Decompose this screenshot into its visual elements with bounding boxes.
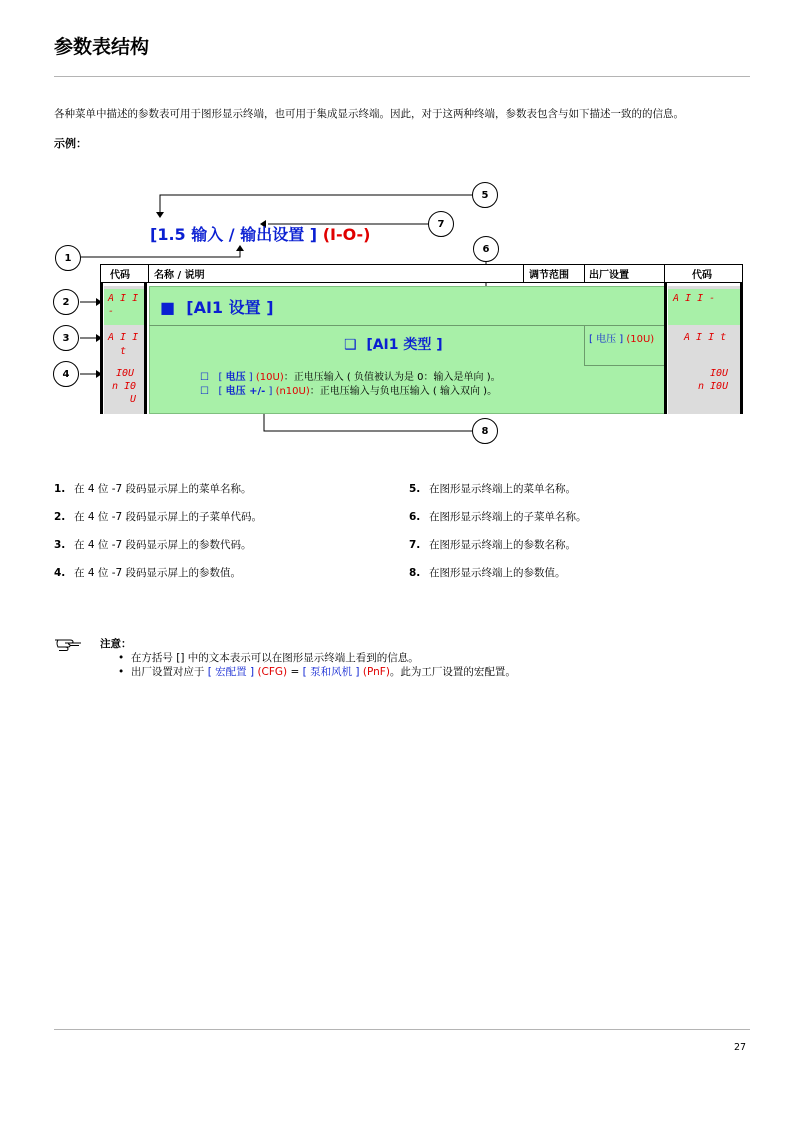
legend-num: 3. xyxy=(54,539,66,551)
legend-item xyxy=(409,537,576,552)
seg-menu-code-left-1: A I I xyxy=(108,293,139,304)
header-code: 代码 xyxy=(110,270,130,281)
factory-cell-bottom xyxy=(584,365,665,366)
seg-value-code-left-3: U xyxy=(130,394,137,405)
legend-text: 在图形显示终端上的参数值。 xyxy=(429,567,566,579)
param-label xyxy=(344,334,443,354)
pump-bracket: [ 泵和风机 ] xyxy=(302,666,360,678)
note-text: 出厂设置对应于 xyxy=(130,666,205,678)
intro-paragraph: 各种菜单中描述的参数表可用于图形显示终端，也可用于集成显示终端。因此，对于这两种终端，参数表包含与如下描述一致的的信息。 xyxy=(54,108,684,120)
note-text: 。此为工厂设置的宏配置。 xyxy=(389,666,516,678)
callout-6: 6 xyxy=(473,236,499,262)
legend-item xyxy=(54,537,252,552)
option-checkbox-icon: ☐ xyxy=(200,386,209,397)
option-bracket: [ xyxy=(218,386,223,397)
header-separator xyxy=(584,264,585,283)
page-title: 参数表结构 xyxy=(54,36,150,58)
seg-param-code-left-2: t xyxy=(120,346,127,357)
option-code: (n10U) xyxy=(275,386,310,397)
value-option xyxy=(200,368,501,383)
callout-7: 7 xyxy=(428,211,454,237)
right-border xyxy=(740,283,743,414)
left-code-border xyxy=(144,283,147,414)
right-code-border xyxy=(664,283,667,414)
square-bullet-icon: ■ xyxy=(160,298,176,317)
bullet-icon: • xyxy=(118,652,125,664)
option-code: (10U) xyxy=(255,372,284,383)
header-name: 名称 / 说明 xyxy=(154,270,205,281)
legend-text: 在 4 位 -7 段码显示屏上的参数代码。 xyxy=(74,539,252,551)
pointing-hand-icon xyxy=(54,634,84,652)
header-code-right: 代码 xyxy=(692,270,712,281)
seg-menu-code-left-2: - xyxy=(108,306,115,317)
header-separator xyxy=(148,264,149,283)
menu-title-bracket: [1.5 输入 / 输出设置 ] xyxy=(150,225,318,244)
pump-code: (PnF) xyxy=(362,666,390,678)
seg-param-code-right: A I I t xyxy=(684,332,727,343)
seg-value-code-left-2: n I0 xyxy=(112,381,137,392)
legend-text: 在图形显示终端上的菜单名称。 xyxy=(429,483,576,495)
legend-num: 7. xyxy=(409,539,421,551)
callout-2: 2 xyxy=(53,289,79,315)
menu-row-divider xyxy=(149,325,665,326)
seg-value-code-right-2: n I0U xyxy=(698,381,729,392)
legend-num: 2. xyxy=(54,511,66,523)
note-line-2 xyxy=(118,664,516,679)
legend-num: 4. xyxy=(54,567,66,579)
factory-setting xyxy=(589,330,654,345)
callout-3: 3 xyxy=(53,325,79,351)
legend-num: 1. xyxy=(54,483,66,495)
note-title: 注意： xyxy=(100,638,132,650)
graphic-menu-title xyxy=(150,222,370,245)
left-border xyxy=(100,283,103,414)
legend-text: 在图形显示终端上的子菜单名称。 xyxy=(429,511,587,523)
callout-5: 5 xyxy=(472,182,498,208)
header-range: 调节范围 xyxy=(529,270,569,281)
equals-sign: = xyxy=(290,666,300,678)
header-factory: 出厂设置 xyxy=(589,270,629,281)
option-bracket: [ xyxy=(218,372,223,383)
example-label: 示例： xyxy=(54,137,87,150)
submenu-label xyxy=(160,295,274,318)
seg-value-code-left-1: I0U xyxy=(116,368,135,379)
option-checkbox-icon: ☐ xyxy=(200,372,209,383)
submenu-name: [AI1 设置 ] xyxy=(186,298,274,317)
legend-text: 在图形显示终端上的参数名称。 xyxy=(429,539,576,551)
callout-8: 8 xyxy=(472,418,498,444)
option-bracket: ] xyxy=(268,386,273,397)
legend-num: 8. xyxy=(409,567,421,579)
option-name: 电压 xyxy=(225,372,246,383)
legend-item xyxy=(409,565,566,580)
callout-4: 4 xyxy=(53,361,79,387)
macro-bracket: [ 宏配置 ] xyxy=(207,666,255,678)
value-option xyxy=(200,382,497,397)
parameter-table xyxy=(100,264,744,414)
legend-text: 在 4 位 -7 段码显示屏上的参数值。 xyxy=(74,567,241,579)
seg-param-code-left-1: A I I xyxy=(108,332,139,343)
legend-item xyxy=(409,509,587,524)
legend-num: 6. xyxy=(409,511,421,523)
bullet-icon: • xyxy=(118,666,125,678)
header-separator xyxy=(664,264,665,283)
note-text: 在方括号 [] 中的文本表示可以在图形显示终端上看到的信息。 xyxy=(130,652,419,664)
option-name: 电压 +/- xyxy=(225,386,266,397)
legend-item xyxy=(54,481,252,496)
macro-code: (CFG) xyxy=(257,666,288,678)
legend-num: 5. xyxy=(409,483,421,495)
factory-code: (10U) xyxy=(626,334,655,345)
menu-title-code: (I-O-) xyxy=(322,225,371,244)
param-name: [AI1 类型 ] xyxy=(366,337,443,353)
factory-bracket: [ 电压 ] xyxy=(589,334,624,345)
page-number: 27 xyxy=(734,1042,747,1053)
option-desc: ：正电压输入与负电压输入 ( 输入双向 )。 xyxy=(309,386,498,397)
option-desc: ：正电压输入 ( 负值被认为是 0：输入是单向 )。 xyxy=(283,372,501,383)
footer-divider xyxy=(54,1029,750,1030)
seg-value-code-right-1: I0U xyxy=(710,368,729,379)
legend-text: 在 4 位 -7 段码显示屏上的菜单名称。 xyxy=(74,483,252,495)
callout-1: 1 xyxy=(55,245,81,271)
legend-item xyxy=(54,565,241,580)
legend-item xyxy=(409,481,576,496)
legend-text: 在 4 位 -7 段码显示屏上的子菜单代码。 xyxy=(74,511,262,523)
checkbox-icon: ❑ xyxy=(344,337,357,353)
legend-item xyxy=(54,509,262,524)
option-bracket: ] xyxy=(248,372,253,383)
header-separator xyxy=(523,264,524,283)
seg-menu-code-right: A I I - xyxy=(673,293,716,304)
note-line-1 xyxy=(118,650,419,665)
factory-cell-left xyxy=(584,326,585,366)
